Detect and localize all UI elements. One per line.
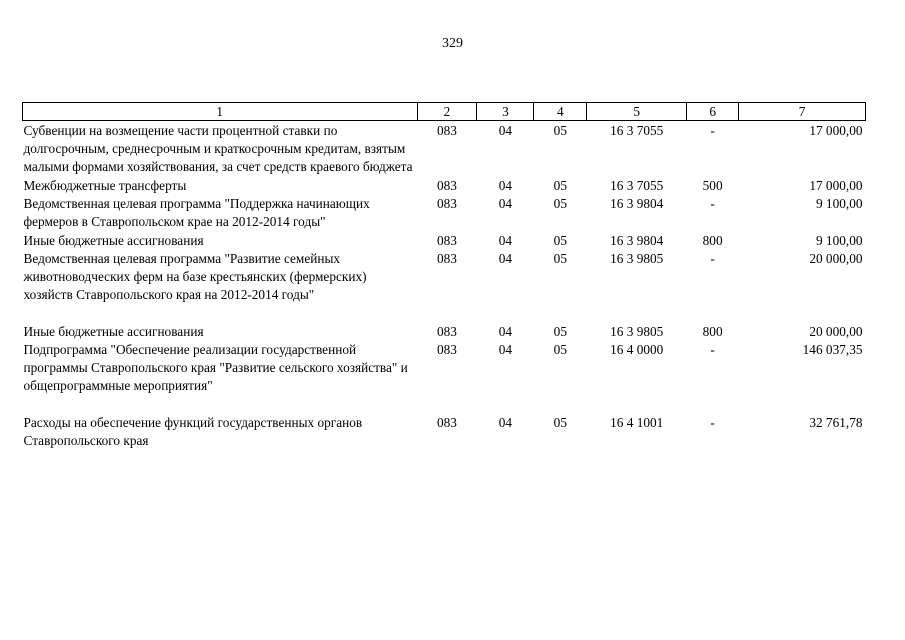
table-row <box>23 121 866 177</box>
column-header-1: 1 <box>23 103 418 121</box>
row-target-code: 16 3 9804 <box>610 196 664 211</box>
row-name: Ведомственная целевая программа "Развитие семейных животноводческих ферм на базе крестьянских (фермерских) хозяйств Ставропольского края на 2012-2014 годы" <box>23 251 367 302</box>
row-expense-type: 500 <box>702 178 723 193</box>
row-amount: 146 037,35 <box>802 342 863 357</box>
table-row <box>23 250 866 322</box>
row-subsection-code: 05 <box>553 415 567 430</box>
row-name: Расходы на обеспечение функций государственных органов Ставропольского края <box>23 415 363 448</box>
row-section-code: 04 <box>498 178 513 193</box>
row-section-code: 04 <box>498 233 513 248</box>
row-amount: 32 761,78 <box>809 415 863 430</box>
row-expense-type: - <box>710 123 715 138</box>
row-amount: 9 100,00 <box>815 196 863 211</box>
row-amount: 17 000,00 <box>809 123 863 138</box>
row-target-code: 16 3 7055 <box>610 123 664 138</box>
budget-table <box>22 102 866 450</box>
row-target-code: 16 3 9804 <box>610 233 664 248</box>
column-header-4: 4 <box>534 103 587 121</box>
row-target-code: 16 3 9805 <box>610 324 664 339</box>
row-ministry-code: 083 <box>436 178 457 193</box>
column-header-7: 7 <box>739 103 866 121</box>
table-row <box>23 176 866 195</box>
row-amount: 17 000,00 <box>809 178 863 193</box>
row-ministry-code: 083 <box>436 415 457 430</box>
page-number: 329 <box>442 36 463 51</box>
row-subsection-code: 05 <box>553 233 567 248</box>
row-ministry-code: 083 <box>436 324 457 339</box>
row-amount: 20 000,00 <box>809 251 863 266</box>
column-header-5: 5 <box>587 103 687 121</box>
row-name: Ведомственная целевая программа "Поддержка начинающих фермеров в Ставропольском крае на 2012-2014 годы" <box>23 196 370 229</box>
table-row <box>23 413 866 450</box>
row-subsection-code: 05 <box>553 324 567 339</box>
row-target-code: 16 4 0000 <box>610 342 664 357</box>
row-name: Субвенции на возмещение части процентной ставки по долгосрочным, среднесрочным и краткосрочным кредитам, взятым малыми формами хозяйствования, за счет средств краевого бюджета <box>23 123 413 174</box>
row-ministry-code: 083 <box>436 233 457 248</box>
row-ministry-code: 083 <box>436 251 457 266</box>
row-subsection-code: 05 <box>553 342 567 357</box>
row-ministry-code: 083 <box>436 196 457 211</box>
row-target-code: 16 4 1001 <box>610 415 664 430</box>
column-header-3: 3 <box>477 103 534 121</box>
table-row <box>23 322 866 341</box>
row-section-code: 04 <box>498 342 513 357</box>
row-name: Межбюджетные трансферты <box>23 178 187 193</box>
row-ministry-code: 083 <box>436 123 457 138</box>
row-name: Иные бюджетные ассигнования <box>23 324 204 339</box>
row-section-code: 04 <box>498 123 513 138</box>
row-section-code: 04 <box>498 251 513 266</box>
row-name: Иные бюджетные ассигнования <box>23 233 204 248</box>
row-expense-type: - <box>710 342 715 357</box>
row-subsection-code: 05 <box>553 251 567 266</box>
row-section-code: 04 <box>498 415 513 430</box>
column-header-6: 6 <box>687 103 739 121</box>
row-target-code: 16 3 7055 <box>610 178 664 193</box>
table-row <box>23 341 866 413</box>
row-ministry-code: 083 <box>436 342 457 357</box>
row-target-code: 16 3 9805 <box>610 251 664 266</box>
row-subsection-code: 05 <box>553 196 567 211</box>
row-section-code: 04 <box>498 196 513 211</box>
row-section-code: 04 <box>498 324 513 339</box>
row-amount: 20 000,00 <box>809 324 863 339</box>
row-expense-type: 800 <box>702 233 723 248</box>
row-subsection-code: 05 <box>553 123 567 138</box>
row-subsection-code: 05 <box>553 178 567 193</box>
table-row <box>23 231 866 250</box>
row-expense-type: - <box>710 251 715 266</box>
row-expense-type: 800 <box>702 324 723 339</box>
row-name: Подпрограмма "Обеспечение реализации государственной программы Ставропольского края "Развитие сельского хозяйства" и общепрограммные мероприятия" <box>23 342 408 393</box>
column-header-2: 2 <box>417 103 477 121</box>
row-amount: 9 100,00 <box>815 233 863 248</box>
row-expense-type: - <box>710 196 715 211</box>
row-expense-type: - <box>710 415 715 430</box>
table-header-row <box>23 103 866 121</box>
table-row <box>23 195 866 231</box>
